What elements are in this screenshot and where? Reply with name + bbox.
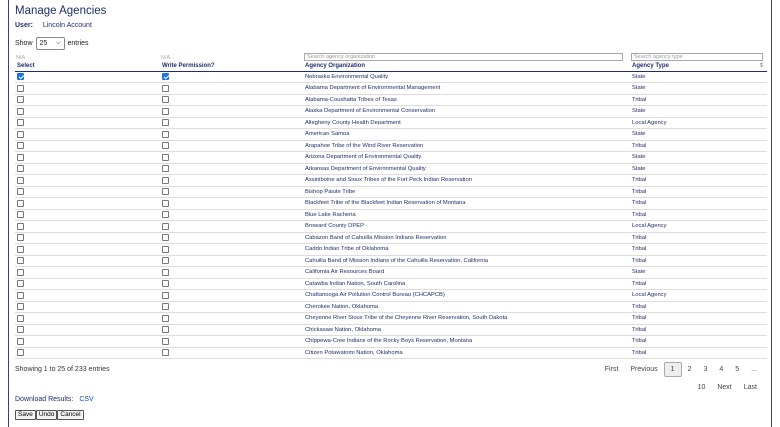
column-header-org-label: Agency Organization bbox=[305, 63, 366, 70]
select-checkbox[interactable] bbox=[17, 257, 24, 264]
table-body bbox=[15, 71, 767, 359]
write-permission-checkbox[interactable] bbox=[162, 73, 169, 80]
user-info bbox=[15, 22, 92, 29]
agency-type-cell: State bbox=[630, 106, 767, 118]
agencies-table bbox=[15, 52, 767, 359]
table-row bbox=[15, 336, 767, 348]
write-permission-checkbox[interactable] bbox=[162, 108, 169, 115]
agency-type-cell: Tribal bbox=[630, 313, 767, 325]
download-results bbox=[15, 396, 94, 403]
write-permission-checkbox[interactable] bbox=[162, 280, 169, 287]
table-row bbox=[15, 290, 767, 302]
table-row bbox=[15, 198, 767, 210]
agency-organization-cell: Broward County DPEP bbox=[303, 221, 630, 233]
select-checkbox[interactable] bbox=[17, 119, 24, 126]
column-header-select-label: Select bbox=[17, 63, 35, 70]
agency-organization-cell: Caddo Indian Tribe of Oklahoma bbox=[303, 244, 630, 256]
select-checkbox[interactable] bbox=[17, 131, 24, 138]
write-permission-checkbox[interactable] bbox=[162, 177, 169, 184]
table-row bbox=[15, 129, 767, 141]
agency-organization-cell: Bishop Paiute Tribe bbox=[303, 186, 630, 198]
chevron-down-icon: ⌵ bbox=[55, 40, 61, 46]
agency-type-cell: Tribal bbox=[630, 209, 767, 221]
agency-type-cell: Tribal bbox=[630, 186, 767, 198]
agency-type-cell: Tribal bbox=[630, 175, 767, 187]
page-frame bbox=[8, 0, 772, 427]
agency-organization-cell: Cahuilla Band of Mission Indians of the Cahuilla Reservation, California bbox=[303, 255, 630, 267]
write-filter-na: N/A bbox=[161, 54, 171, 61]
agency-organization-cell: Alaska Department of Environmental Conservation bbox=[303, 106, 630, 118]
agency-organization-cell: California Air Resources Board bbox=[303, 267, 630, 279]
agency-organization-cell: Cheyenne River Sioux Tribe of the Cheyenne River Reservation, South Dakota bbox=[303, 313, 630, 325]
write-permission-checkbox[interactable] bbox=[162, 292, 169, 299]
pagination-page-10[interactable]: 10 bbox=[697, 384, 706, 391]
select-checkbox[interactable] bbox=[17, 165, 24, 172]
table-row bbox=[15, 117, 767, 129]
table-row bbox=[15, 71, 767, 83]
table-row bbox=[15, 175, 767, 187]
agency-type-cell: Tribal bbox=[630, 232, 767, 244]
select-checkbox[interactable] bbox=[17, 234, 24, 241]
page-length-select[interactable] bbox=[36, 37, 65, 50]
agency-organization-cell: Chippewa-Cree Indians of the Rocky Boys Reservation, Montana bbox=[303, 336, 630, 348]
org-search-input[interactable]: Search agency organization bbox=[304, 53, 623, 61]
column-header-write-label: Write Permission? bbox=[162, 63, 215, 70]
page-title: Manage Agencies bbox=[15, 5, 107, 17]
select-checkbox[interactable] bbox=[17, 223, 24, 230]
table-row bbox=[15, 186, 767, 198]
write-permission-checkbox[interactable] bbox=[162, 188, 169, 195]
column-header-select[interactable] bbox=[15, 62, 160, 71]
pagination-page-1[interactable]: 1 bbox=[664, 362, 682, 377]
agency-type-cell: Local Agency bbox=[630, 221, 767, 233]
download-label: Download Results: bbox=[15, 396, 74, 403]
table-row bbox=[15, 106, 767, 118]
write-permission-checkbox[interactable] bbox=[162, 326, 169, 333]
length-control bbox=[15, 37, 89, 50]
agency-type-cell: State bbox=[630, 129, 767, 141]
type-search-input[interactable]: Search agency type bbox=[631, 53, 763, 61]
agency-type-cell: Local Agency bbox=[630, 290, 767, 302]
agency-organization-cell: Arkansas Department of Environmental Quality bbox=[303, 163, 630, 175]
write-permission-checkbox[interactable] bbox=[162, 131, 169, 138]
agency-type-cell: State bbox=[630, 152, 767, 164]
save-button[interactable]: Save bbox=[15, 410, 36, 420]
agency-type-cell: Tribal bbox=[630, 255, 767, 267]
agency-type-cell: Tribal bbox=[630, 347, 767, 359]
select-checkbox[interactable] bbox=[17, 246, 24, 253]
table-row bbox=[15, 209, 767, 221]
select-checkbox[interactable] bbox=[17, 108, 24, 115]
table-row bbox=[15, 267, 767, 279]
filter-row bbox=[15, 52, 767, 62]
agency-organization-cell: Cherokee Nation, Oklahoma bbox=[303, 301, 630, 313]
select-checkbox[interactable] bbox=[17, 303, 24, 310]
write-permission-checkbox[interactable] bbox=[162, 85, 169, 92]
select-checkbox[interactable] bbox=[17, 338, 24, 345]
table-row bbox=[15, 221, 767, 233]
select-checkbox[interactable] bbox=[17, 96, 24, 103]
page-length-value: 25 bbox=[39, 40, 48, 47]
csv-download-link[interactable]: CSV bbox=[79, 396, 94, 403]
write-permission-checkbox[interactable] bbox=[162, 234, 169, 241]
table-row bbox=[15, 244, 767, 256]
sort-icon: ⇕ bbox=[758, 63, 764, 69]
pagination-previous[interactable]: Previous bbox=[630, 366, 658, 373]
select-checkbox[interactable] bbox=[17, 177, 24, 184]
select-checkbox[interactable] bbox=[17, 200, 24, 207]
agency-type-cell: State bbox=[630, 71, 767, 83]
table-row bbox=[15, 152, 767, 164]
write-permission-checkbox[interactable] bbox=[162, 119, 169, 126]
table-row bbox=[15, 255, 767, 267]
column-header-write[interactable] bbox=[160, 62, 303, 71]
undo-button[interactable]: Undo bbox=[36, 410, 58, 420]
column-header-type[interactable] bbox=[630, 62, 767, 71]
select-checkbox[interactable] bbox=[17, 349, 24, 356]
agency-type-cell: Tribal bbox=[630, 278, 767, 290]
table-row bbox=[15, 140, 767, 152]
pagination-last[interactable]: Last bbox=[743, 384, 757, 391]
agency-type-cell: State bbox=[630, 163, 767, 175]
agency-organization-cell: Chickasaw Nation, Oklahoma bbox=[303, 324, 630, 336]
select-checkbox[interactable] bbox=[17, 85, 24, 92]
table-row bbox=[15, 324, 767, 336]
agency-type-cell: Local Agency bbox=[630, 117, 767, 129]
column-header-type-label: Agency Type bbox=[632, 63, 669, 70]
write-permission-checkbox[interactable] bbox=[162, 269, 169, 276]
pagination-first[interactable]: First bbox=[604, 366, 619, 373]
agency-organization-cell: Alabama Department of Environmental Management bbox=[303, 83, 630, 95]
select-checkbox[interactable] bbox=[17, 326, 24, 333]
table-row bbox=[15, 83, 767, 95]
agency-type-cell: Tribal bbox=[630, 336, 767, 348]
write-permission-checkbox[interactable] bbox=[162, 200, 169, 207]
column-header-org[interactable] bbox=[303, 62, 630, 71]
table-row bbox=[15, 232, 767, 244]
pagination-page-5[interactable]: 5 bbox=[735, 366, 740, 373]
header-row bbox=[15, 62, 767, 71]
pagination-ellipsis: ... bbox=[751, 366, 757, 373]
agency-organization-cell: Blue Lake Racheria bbox=[303, 209, 630, 221]
agency-type-cell: Tribal bbox=[630, 140, 767, 152]
write-permission-checkbox[interactable] bbox=[162, 303, 169, 310]
select-checkbox[interactable] bbox=[17, 315, 24, 322]
agency-organization-cell: Chattanooga Air Pollution Control Bureau (CHCAPCB) bbox=[303, 290, 630, 302]
select-checkbox[interactable] bbox=[17, 154, 24, 161]
table-row bbox=[15, 313, 767, 325]
agency-organization-cell: Assiniboine and Sioux Tribes of the Fort Peck Indian Reservation bbox=[303, 175, 630, 187]
user-label: User: bbox=[15, 22, 33, 29]
agency-organization-cell: Arizona Department of Environmental Quality bbox=[303, 152, 630, 164]
write-permission-checkbox[interactable] bbox=[162, 338, 169, 345]
agency-type-cell: Tribal bbox=[630, 324, 767, 336]
select-checkbox[interactable] bbox=[17, 142, 24, 149]
agency-type-cell: Tribal bbox=[630, 198, 767, 210]
select-checkbox[interactable] bbox=[17, 292, 24, 299]
agency-organization-cell: Alabama-Coushatta Tribes of Texas bbox=[303, 94, 630, 106]
agency-organization-cell: Allegheny County Health Department bbox=[303, 117, 630, 129]
form-buttons bbox=[15, 410, 84, 420]
table-row bbox=[15, 347, 767, 359]
agency-organization-cell: Nebraska Environmental Quality bbox=[303, 71, 630, 83]
agency-organization-cell: Blackfeet Tribe of the Blackfeet Indian Reservation of Montana bbox=[303, 198, 630, 210]
table-row bbox=[15, 278, 767, 290]
write-permission-checkbox[interactable] bbox=[162, 223, 169, 230]
table-row bbox=[15, 94, 767, 106]
write-permission-checkbox[interactable] bbox=[162, 142, 169, 149]
table-row bbox=[15, 163, 767, 175]
agency-organization-cell: Arapahoe Tribe of the Wind River Reservation bbox=[303, 140, 630, 152]
agency-type-cell: Tribal bbox=[630, 301, 767, 313]
show-label: Show bbox=[15, 40, 33, 47]
write-permission-checkbox[interactable] bbox=[162, 211, 169, 218]
pagination-next[interactable]: Next bbox=[717, 384, 732, 391]
pagination-page-2[interactable]: 2 bbox=[687, 366, 692, 373]
pagination-page-4[interactable]: 4 bbox=[719, 366, 724, 373]
select-filter-na: N/A bbox=[16, 54, 26, 61]
agency-type-cell: Tribal bbox=[630, 94, 767, 106]
pagination-page-3[interactable]: 3 bbox=[703, 366, 708, 373]
agency-type-cell: State bbox=[630, 267, 767, 279]
write-permission-checkbox[interactable] bbox=[162, 257, 169, 264]
write-permission-checkbox[interactable] bbox=[162, 165, 169, 172]
write-permission-checkbox[interactable] bbox=[162, 246, 169, 253]
table-row bbox=[15, 301, 767, 313]
pagination bbox=[599, 362, 763, 394]
write-permission-checkbox[interactable] bbox=[162, 154, 169, 161]
agency-organization-cell: Citizen Potawatomi Nation, Oklahoma bbox=[303, 347, 630, 359]
entries-label: entries bbox=[67, 40, 89, 47]
write-permission-checkbox[interactable] bbox=[162, 96, 169, 103]
user-value: Lincoln Account bbox=[42, 22, 92, 29]
agency-organization-cell: American Samoa bbox=[303, 129, 630, 141]
agency-type-cell: Tribal bbox=[630, 244, 767, 256]
write-permission-checkbox[interactable] bbox=[162, 349, 169, 356]
select-checkbox[interactable] bbox=[17, 280, 24, 287]
table-info: Showing 1 to 25 of 233 entries bbox=[15, 366, 110, 373]
cancel-button[interactable]: Cancel bbox=[57, 410, 83, 420]
agency-organization-cell: Catawba Indian Nation, South Carolina bbox=[303, 278, 630, 290]
agency-organization-cell: Cabazon Band of Cahuilla Mission Indians Reservation bbox=[303, 232, 630, 244]
select-checkbox[interactable] bbox=[17, 211, 24, 218]
select-checkbox[interactable] bbox=[17, 269, 24, 276]
agency-type-cell: State bbox=[630, 83, 767, 95]
select-checkbox[interactable] bbox=[17, 73, 24, 80]
write-permission-checkbox[interactable] bbox=[162, 315, 169, 322]
select-checkbox[interactable] bbox=[17, 188, 24, 195]
